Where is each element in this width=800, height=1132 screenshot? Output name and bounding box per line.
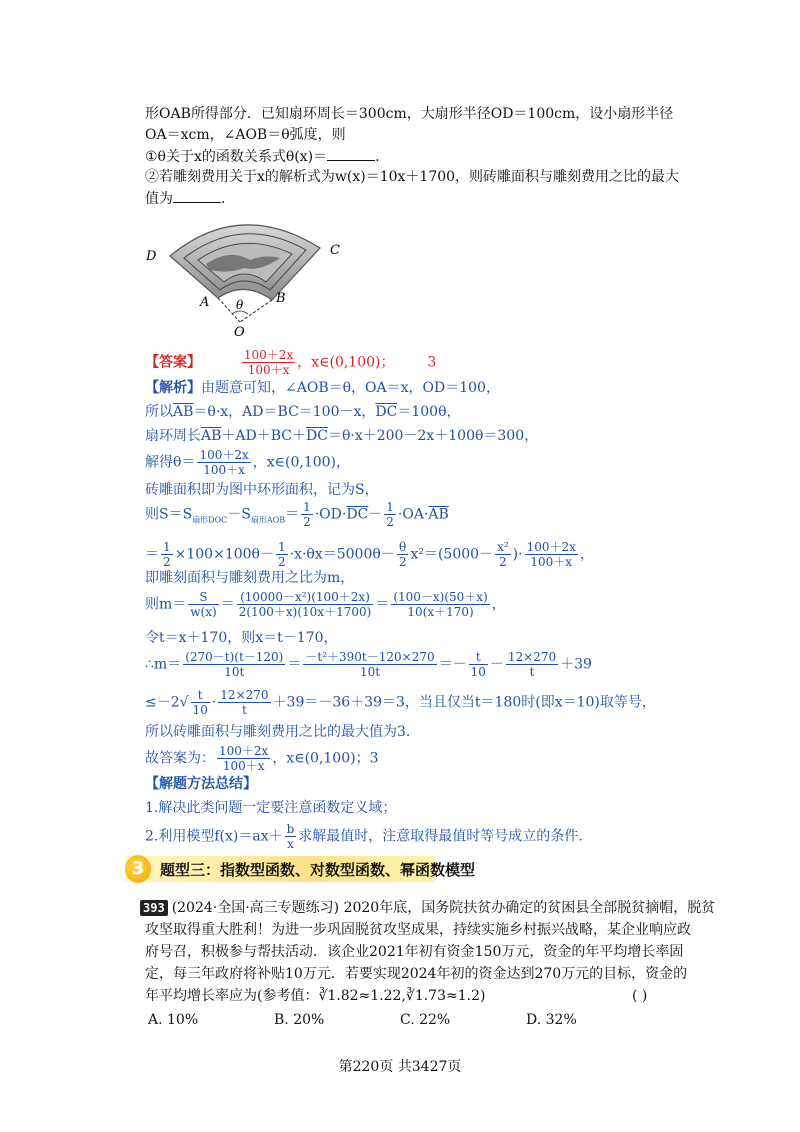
question-line-2: 攻坚取得重大胜利！为进一步巩固脱贫攻坚成果，持续实施乡村振兴战略，某企业响应政 xyxy=(145,922,691,938)
frac-den: 100＋x xyxy=(222,759,265,773)
analysis-l7-a: ＝ xyxy=(145,546,159,563)
eq: ＝ xyxy=(287,656,302,673)
analysis-l14-pre: 故答案为： xyxy=(145,750,215,767)
frac-den: 2 xyxy=(277,555,286,569)
m-t-fraction-2 xyxy=(303,650,436,679)
answer-frac-num: 100＋2x xyxy=(243,348,294,362)
label-b: B xyxy=(276,291,286,306)
analysis-line-10: 令t＝x＋170，则x＝t－170， xyxy=(145,630,338,646)
answer-second: 3 xyxy=(427,354,437,371)
option-a[interactable]: A. 10% xyxy=(148,1012,199,1028)
answer-blank-1[interactable] xyxy=(327,146,375,161)
frac-num: (10000－x²)(100＋2x) xyxy=(237,590,374,605)
frac-den: 10t xyxy=(359,665,381,679)
summary-s2-post: 求解最值时，注意取得最值时等号成立的条件. xyxy=(298,828,583,845)
arc-dc: $\overline{DC}$ xyxy=(346,506,369,523)
frac-den: 2 xyxy=(499,555,507,569)
analysis-line-14 xyxy=(145,744,378,773)
question-number-badge: 393 xyxy=(140,900,168,916)
frac-num: 1 xyxy=(277,540,286,554)
summary-label-text: 【解题方法总结】 xyxy=(145,776,257,792)
arc-ab: $\overline{AB}$ xyxy=(428,506,449,523)
m-t-fraction-1 xyxy=(183,650,285,679)
analysis-l4-pre: 解得θ＝ xyxy=(145,454,196,471)
const-over-t xyxy=(506,650,558,679)
frac-den: 100＋x xyxy=(530,555,573,569)
frac-den: 2 xyxy=(386,515,394,529)
t-over-10 xyxy=(191,688,210,717)
question-line-3: 府号召，积极参与帮扶活动．该企业2021年初有资金150万元，资金的年平均增长率固 xyxy=(145,944,684,960)
sub-doc: 扇形DOC xyxy=(192,515,228,525)
analysis-l6-od: ·OD· xyxy=(314,506,347,523)
analysis-line-7 xyxy=(145,540,594,569)
frac-den: 10(x＋170) xyxy=(407,605,474,619)
analysis-line-12 xyxy=(145,688,656,717)
m-fraction-2 xyxy=(237,590,374,619)
frac-den: 2(100＋x)(10x＋1700) xyxy=(238,605,372,619)
analysis-line-8: 即雕刻面积与雕刻费用之比为m， xyxy=(145,570,355,586)
frac-den: 10t xyxy=(224,665,245,679)
option-b[interactable]: B. 20% xyxy=(274,1012,325,1028)
summary-line-2 xyxy=(145,822,583,851)
analysis-l7-b: ×100×100θ－ xyxy=(174,546,274,563)
sector-ring-figure xyxy=(140,208,380,348)
frac-den: 100＋x xyxy=(203,463,245,477)
frac-num: x² xyxy=(497,540,509,554)
analysis-l11-post: ＋39 xyxy=(560,656,592,673)
summary-line-1: 1.解决此类问题一定要注意函数定义域； xyxy=(145,800,397,816)
frac-den: t xyxy=(529,665,535,679)
frac-num: 12×270 xyxy=(220,688,269,702)
frac-den: w(x) xyxy=(190,605,217,619)
frac-num: 100＋2x xyxy=(199,448,249,462)
frac-den: x xyxy=(287,837,294,851)
eq: ＝ xyxy=(220,596,235,613)
label-d: D xyxy=(146,249,157,264)
theta-half-fraction xyxy=(397,540,409,569)
question-line-1 xyxy=(140,898,715,918)
answer-paren[interactable]: ( ) xyxy=(632,988,648,1004)
arc-dc: $\overline{DC}$ xyxy=(306,428,328,444)
analysis-l11-pre: ∴m＝ xyxy=(145,656,182,673)
s-over-w xyxy=(188,590,218,619)
answer-domain: ，x∈(0,100)； xyxy=(297,354,395,371)
question-line-4: 定，每三年政府将补贴10万元．若要实现2024年初的资金达到270万元的目标，资金的 xyxy=(145,966,688,982)
summary-s2-pre: 2.利用模型f(x)＝ax＋ xyxy=(145,828,283,845)
analysis-l9-post: ， xyxy=(491,596,506,613)
half-fraction xyxy=(301,500,313,529)
section-title: 题型三：指数型函数、对数型函数、幂函数模型 xyxy=(160,861,476,879)
frac-den: 2 xyxy=(398,555,407,569)
analysis-l6-pre: 则S＝S xyxy=(145,506,193,523)
minus: － xyxy=(489,656,504,673)
theta-fraction xyxy=(197,448,250,477)
frac-num: (270－t)(t－120) xyxy=(185,650,284,664)
frac-num: 100＋2x xyxy=(219,744,269,758)
const-over-t xyxy=(218,688,270,717)
dot: · xyxy=(211,694,217,711)
sub-aob: 扇形AOB xyxy=(250,515,286,525)
analysis-l3-post: ＝θ·x＋200－2x＋100θ＝300， xyxy=(327,428,539,444)
problem-line-3-end: . xyxy=(375,149,380,165)
frac-den: 10 xyxy=(470,665,486,679)
analysis-l12-pre: ≤－2√ xyxy=(145,694,189,711)
frac-num: 1 xyxy=(163,540,171,554)
problem-line-1: 形OAB所得部分．已知扇环周长＝300cm，大扇形半径OD＝100cm，设小扇形半径 xyxy=(145,106,674,122)
arc-dc: $\overline{DC}$ xyxy=(375,404,398,420)
half-fraction xyxy=(276,540,288,569)
analysis-l7-f: ， xyxy=(579,546,594,563)
analysis-line-4 xyxy=(145,448,350,477)
frac-num: b xyxy=(286,822,295,836)
frac-num: t xyxy=(191,688,210,703)
analysis-l2-post: ＝100θ， xyxy=(397,404,461,420)
label-theta: θ xyxy=(236,298,244,312)
analysis-line-11 xyxy=(145,650,592,679)
label-c: C xyxy=(330,243,340,258)
final-fraction xyxy=(217,744,270,773)
analysis-line-2 xyxy=(145,402,461,422)
analysis-line-1 xyxy=(145,378,500,398)
eq: ＝－ xyxy=(438,656,467,673)
arc-ab: $\overline{AB}$ xyxy=(173,404,194,420)
analysis-l4-post: ，x∈(0,100)， xyxy=(252,454,351,471)
analysis-line-5: 砖雕面积即为图中环形面积，记为S， xyxy=(145,482,379,498)
frac-num: －t²＋390t－120×270 xyxy=(305,650,435,664)
analysis-l6-minus: － xyxy=(368,506,383,523)
frac-num: θ xyxy=(397,540,409,555)
analysis-l12-post: ＋39＝－36＋39＝3，当且仅当t＝180时(即x＝10)取等号， xyxy=(272,694,656,711)
analysis-label: 【解析】 xyxy=(145,380,201,396)
analysis-l1: 由题意可知，∠AOB＝θ，OA＝x，OD＝100， xyxy=(201,380,500,396)
ratio-fraction xyxy=(525,540,578,569)
problem-line-5-end: . xyxy=(221,191,226,207)
frac-num: 100＋2x xyxy=(526,540,576,554)
analysis-line-9 xyxy=(145,590,506,619)
problem-line-5 xyxy=(145,188,225,209)
option-d[interactable]: D. 32% xyxy=(526,1012,577,1028)
b-over-x xyxy=(285,822,297,851)
analysis-line-3 xyxy=(145,426,538,446)
analysis-l7-d: x²＝(5000－ xyxy=(410,546,494,563)
half-fraction xyxy=(161,540,173,569)
frac-den: 10 xyxy=(192,703,208,717)
m-fraction-3 xyxy=(391,590,489,619)
arc-ab: $\overline{AB}$ xyxy=(201,428,222,444)
analysis-l3-mid: ＋AD＋BC＋ xyxy=(221,428,307,444)
analysis-l2-pre: 所以 xyxy=(145,404,173,420)
t-over-10 xyxy=(469,650,488,679)
analysis-l6-mid1: －S xyxy=(227,506,251,523)
frac-num: 1 xyxy=(303,500,311,514)
answer-blank-2[interactable] xyxy=(173,188,221,203)
problem-line-3-text: ①θ关于x的函数关系式θ(x)＝ xyxy=(145,149,328,165)
label-o: O xyxy=(234,325,245,340)
label-a: A xyxy=(200,295,210,310)
question-line-5: 年平均增长率应为(参考值：∛1.82≈1.22,∛1.73≈1.2) xyxy=(145,988,486,1004)
frac-num: S xyxy=(188,590,218,605)
problem-line-5-text: 值为 xyxy=(145,191,173,207)
analysis-l7-e: )· xyxy=(512,546,523,563)
frac-num: 1 xyxy=(386,500,394,514)
analysis-l3-pre: 扇环周长 xyxy=(145,428,201,444)
answer-line xyxy=(145,348,436,377)
eq: ＝ xyxy=(375,596,390,613)
frac-num: 12×270 xyxy=(507,650,557,664)
answer-frac-den: 100＋x xyxy=(247,363,290,377)
frac-den: t xyxy=(242,703,247,717)
section-number-badge: 3 xyxy=(125,855,151,883)
frac-num: t xyxy=(469,650,488,665)
problem-line-2: OA＝xcm，∠AOB＝θ弧度，则 xyxy=(145,127,346,143)
option-c[interactable]: C. 22% xyxy=(400,1012,451,1028)
problem-line-4: ②若雕刻费用关于x的解析式为w(x)＝10x＋1700，则砖雕面积与雕刻费用之比的最大 xyxy=(145,169,680,185)
analysis-line-13: 所以砖雕面积与雕刻费用之比的最大值为3. xyxy=(145,724,411,740)
problem-line-3 xyxy=(145,146,380,167)
summary-label xyxy=(145,774,257,794)
x2-half-fraction xyxy=(495,540,511,569)
frac-den: 2 xyxy=(163,555,171,569)
analysis-line-6 xyxy=(145,500,449,530)
analysis-l6-oa: ·OA· xyxy=(397,506,429,523)
analysis-l14-post: ，x∈(0,100)；3 xyxy=(272,750,379,767)
analysis-l9-pre: 则m＝ xyxy=(145,596,187,613)
frac-num: (100－x)(50＋x) xyxy=(393,590,488,604)
half-fraction xyxy=(384,500,396,529)
answer-label: 【答案】 xyxy=(145,354,201,371)
page-footer: 第220页 共3427页 xyxy=(338,1059,462,1075)
analysis-l2-mid: ＝θ·x，AD＝BC＝100－x， xyxy=(193,404,376,420)
answer-fraction xyxy=(242,348,295,377)
analysis-l7-c: ·x·θx＝5000θ－ xyxy=(289,546,395,563)
analysis-l6-mid2: ＝ xyxy=(285,506,300,523)
frac-den: 2 xyxy=(303,515,311,529)
question-l1: (2024·全国·高三专题练习) 2020年底，国务院扶贫办确定的贫困县全部脱贫摘帽，脱贫 xyxy=(171,900,716,916)
